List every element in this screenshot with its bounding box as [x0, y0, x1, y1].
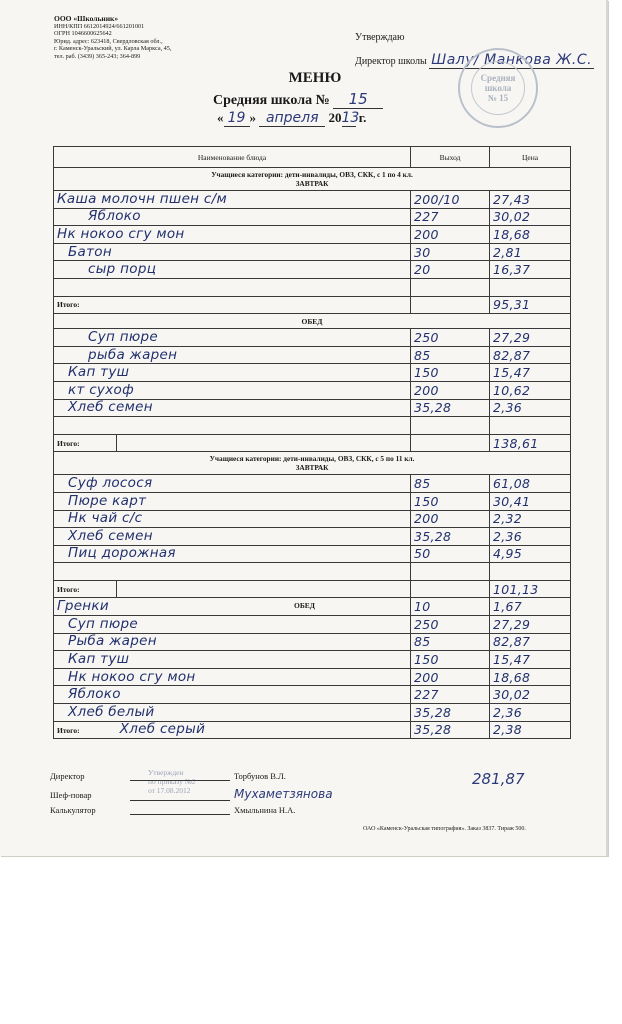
breakfast-label: ЗАВТРАК [295, 463, 329, 473]
dish-output [411, 475, 490, 493]
dish-output-text: 250 [414, 616, 439, 632]
total-label: Итого: [57, 726, 80, 736]
org-phones: тел. раб. (3439) 365-243; 364-899 [54, 52, 141, 60]
dish-price [490, 346, 571, 364]
approve-label: Утверждаю [355, 32, 405, 43]
table-header-row [54, 147, 571, 168]
col-output-header: Выход [411, 147, 490, 168]
dish-output-text: 200 [414, 382, 439, 398]
dish-price-text: 2,32 [493, 511, 523, 527]
dish-output [411, 721, 490, 739]
total-value-text: 138,61 [493, 435, 539, 451]
dish-name [54, 668, 411, 686]
lunch-label: ОБЕД [294, 601, 315, 611]
dish-name [54, 191, 411, 209]
dish-price [490, 704, 571, 722]
dish-price [490, 381, 571, 399]
table-row [54, 226, 571, 244]
dish-name [54, 704, 411, 722]
school-number-line [213, 90, 383, 109]
chef-label: Шеф-повар [50, 790, 92, 800]
dish-output [411, 191, 490, 209]
table-row [54, 381, 571, 399]
total-value [490, 296, 571, 314]
date-year: 13 [341, 110, 360, 126]
table-row [54, 510, 571, 528]
dish-name [54, 381, 411, 399]
dish-name-text: Пиц дорожная [68, 545, 176, 562]
dish-price-text: 15,47 [493, 652, 531, 668]
dish-price-text: 2,36 [493, 528, 523, 544]
school-director-label: Директор школы [355, 56, 427, 67]
dish-name [54, 329, 411, 347]
dish-price-text: 27,43 [493, 191, 531, 207]
dish-price [490, 668, 571, 686]
lunch-2-section-row [54, 598, 571, 616]
empty-cell [490, 563, 571, 581]
empty-cell [411, 417, 490, 435]
dish-name-text: Хлеб серый [119, 721, 206, 738]
dish-name-text: Нк нокоо сгу мон [68, 668, 196, 685]
dish-price [490, 492, 571, 510]
document-title: МЕНЮ [288, 70, 342, 86]
accountant-name: Хмыльнина Н.А. [234, 805, 296, 815]
table-row [54, 329, 571, 347]
dish-price [490, 191, 571, 209]
table-row [54, 191, 571, 209]
dish-name-text: кт сухоф [68, 381, 134, 398]
dish-price-text: 2,81 [493, 244, 523, 260]
table-row [54, 243, 571, 261]
dish-price [490, 598, 571, 616]
empty-cell [490, 417, 571, 435]
table-row [54, 545, 571, 563]
dish-name-text: Кап туш [68, 651, 130, 668]
dish-price [490, 226, 571, 244]
table-row [54, 208, 571, 226]
dish-output-text: 227 [414, 209, 439, 225]
dish-price-text: 82,87 [493, 634, 531, 650]
dish-output [411, 598, 490, 616]
empty-row [54, 563, 571, 581]
org-inn: ИНН/КПП 6612014924/661201001 [54, 22, 145, 30]
dish-output-text: 20 [414, 262, 431, 278]
dish-price-text: 30,41 [493, 493, 531, 509]
school-label: Средняя школа № [213, 93, 330, 108]
printer-imprint: ОАО «Каменск-Уральская типография». Заказ 3837. Тираж 500. [363, 826, 526, 832]
dish-name-text: Яблоко [68, 686, 121, 703]
empty-row [54, 278, 571, 296]
dish-output [411, 364, 490, 382]
table-row [54, 528, 571, 546]
category-1-header [54, 168, 571, 191]
dish-name-text: Нк чай с/с [68, 510, 143, 527]
dish-output-text: 85 [414, 476, 431, 492]
dish-name-text: Батон [68, 243, 112, 260]
dish-output-text: 30 [414, 244, 431, 260]
director-signature-row [50, 770, 286, 781]
dish-name [54, 475, 411, 493]
dish-name-text: Гренки [57, 598, 109, 615]
dish-price [490, 528, 571, 546]
signature-line [130, 804, 230, 815]
dish-output [411, 633, 490, 651]
dish-name [54, 399, 411, 417]
empty-cell [54, 417, 411, 435]
dish-name-text: Суп пюре [68, 615, 138, 632]
dish-price-text: 30,02 [493, 209, 531, 225]
dish-price [490, 243, 571, 261]
dish-name [54, 226, 411, 244]
empty-cell [411, 296, 490, 314]
dish-name [54, 492, 411, 510]
lunch-2-name-cell [54, 598, 411, 616]
table-row [54, 651, 571, 669]
chef-signature-row [50, 787, 333, 801]
table-row [54, 668, 571, 686]
dish-output-text: 200 [414, 669, 439, 685]
dish-price-text: 15,47 [493, 365, 531, 381]
dish-name-text: Яблоко [88, 208, 141, 225]
dish-name-text: Хлеб белый [68, 703, 155, 720]
dish-output-text: 200/10 [414, 191, 460, 207]
dish-output-text: 150 [414, 652, 439, 668]
total-value-text: 101,13 [493, 581, 539, 597]
dish-output [411, 208, 490, 226]
org-name: ООО «Школьник» [54, 14, 119, 23]
total-value [490, 580, 571, 598]
dish-name-text: Кап туш [68, 364, 130, 381]
date-year-prefix: 20 [328, 110, 342, 125]
dish-name [54, 686, 411, 704]
table-row [54, 616, 571, 634]
dish-output [411, 651, 490, 669]
date-quote-close: » [249, 110, 256, 125]
dish-price-text: 4,95 [493, 546, 523, 562]
dish-name [54, 346, 411, 364]
dish-output [411, 668, 490, 686]
empty-cell [411, 563, 490, 581]
dish-name [54, 364, 411, 382]
dish-price [490, 651, 571, 669]
category-row [54, 452, 571, 475]
dish-price-text: 82,87 [493, 347, 531, 363]
table-row [54, 364, 571, 382]
empty-cell [411, 434, 490, 452]
category-1-title: Учащиеся категории: дети-инвалиды, ОВЗ, СКК, с 1 по 4 кл. [211, 170, 413, 179]
breakfast-label: ЗАВТРАК [295, 179, 329, 188]
faded-line-2: по приказу №2 [148, 777, 196, 786]
total-value-text: 95,31 [493, 297, 531, 313]
empty-cell [117, 434, 411, 452]
dish-output [411, 704, 490, 722]
dish-name-text: Каша молочн пшен с/м [57, 190, 227, 207]
dish-name [54, 510, 411, 528]
table-row [54, 686, 571, 704]
category-2-title: Учащиеся категории: дети-инвалиды, ОВЗ, СКК, с 5 по 11 кл. [209, 454, 415, 464]
dish-name [54, 208, 411, 226]
date-day: 19 [224, 110, 250, 127]
signature-line [130, 790, 230, 801]
dish-price-text: 2,36 [493, 704, 523, 720]
dish-output [411, 381, 490, 399]
dish-output [411, 261, 490, 279]
lunch-2-total-row [54, 721, 571, 739]
dish-name-text: Хлеб семен [68, 399, 153, 416]
lunch-1-section-row [54, 314, 571, 329]
empty-row [54, 417, 571, 435]
dish-output [411, 226, 490, 244]
dish-name-text: сыр порц [88, 261, 157, 278]
empty-cell [490, 278, 571, 296]
dish-name-text: Нк нокоо сгу мон [57, 225, 185, 242]
empty-cell [117, 580, 411, 598]
dish-price-text: 30,02 [493, 687, 531, 703]
dish-output-text: 10 [414, 599, 431, 615]
dish-price [490, 686, 571, 704]
category-2-header [54, 452, 571, 475]
faded-line-1: Утвержден [148, 768, 184, 777]
chef-name: Мухаметзянова [234, 787, 333, 801]
dish-price [490, 510, 571, 528]
dish-name-text: Суф лосося [68, 475, 153, 492]
table-row [54, 346, 571, 364]
dish-name-text: рыба жарен [88, 346, 178, 363]
breakfast-2-total-row [54, 580, 571, 598]
total-label: Итого: [54, 296, 411, 314]
dish-output [411, 346, 490, 364]
dish-name [54, 616, 411, 634]
dish-price [490, 475, 571, 493]
date-line [217, 110, 366, 127]
dish-output-text: 250 [414, 329, 439, 345]
lunch-1-total-row [54, 434, 571, 452]
table-row [54, 633, 571, 651]
table-row [54, 704, 571, 722]
table-row [54, 475, 571, 493]
dish-price-text: 2,38 [493, 722, 523, 738]
total-label: Итого: [54, 580, 117, 598]
dish-output-text: 35,28 [414, 704, 452, 720]
empty-cell [411, 580, 490, 598]
table-row [54, 261, 571, 279]
dish-price [490, 399, 571, 417]
accountant-signature-row [50, 804, 295, 815]
dish-price-text: 61,08 [493, 476, 531, 492]
grand-total: 281,87 [472, 770, 525, 788]
total-label: Итого: [54, 434, 117, 452]
director-label: Директор [50, 771, 85, 781]
dish-price-text: 10,62 [493, 382, 531, 398]
col-price-header: Цена [490, 147, 571, 168]
stamp-inner [471, 61, 525, 115]
school-number: 15 [333, 90, 383, 109]
dish-output-text: 35,28 [414, 722, 452, 738]
stamp-line-1: Средняя [480, 73, 516, 83]
dish-output [411, 616, 490, 634]
dish-output-text: 85 [414, 634, 431, 650]
dish-price-text: 18,68 [493, 669, 531, 685]
dish-price-text: 16,37 [493, 262, 531, 278]
dish-price [490, 364, 571, 382]
empty-cell [54, 563, 411, 581]
stamp-line-3: № 15 [487, 93, 509, 103]
dish-price-text: 1,67 [493, 599, 523, 615]
category-row [54, 168, 571, 191]
dish-name [54, 528, 411, 546]
dish-price [490, 329, 571, 347]
total-value [490, 434, 571, 452]
school-stamp [458, 48, 538, 128]
dish-output-text: 35,28 [414, 528, 452, 544]
dish-name [54, 633, 411, 651]
dish-output [411, 329, 490, 347]
dish-price-text: 27,29 [493, 329, 531, 345]
dish-output-text: 227 [414, 687, 439, 703]
lunch-2-total-cell [54, 721, 411, 739]
dish-output [411, 492, 490, 510]
school-director-signature: Шалу/ Манкова Ж.С. [431, 52, 593, 68]
col-name-header: Наименование блюда [54, 147, 411, 168]
stamp-line-2: школа [484, 83, 512, 93]
dish-name [54, 651, 411, 669]
date-month: апреля [259, 110, 325, 127]
dish-output [411, 510, 490, 528]
dish-output-text: 150 [414, 365, 439, 381]
dish-price-text: 27,29 [493, 616, 531, 632]
dish-price [490, 721, 571, 739]
org-ogrn: ОГРН 1046600625642 [54, 30, 112, 38]
director-name: Торбунов В.Л. [234, 771, 286, 781]
dish-output [411, 545, 490, 563]
empty-cell [411, 278, 490, 296]
dish-output-text: 200 [414, 226, 439, 242]
dish-output-text: 150 [414, 493, 439, 509]
dish-output-text: 50 [414, 546, 431, 562]
dish-output [411, 528, 490, 546]
dish-output-text: 35,28 [414, 400, 452, 416]
org-address-2: г. Каменск-Уральский, ул. Карла Маркса, 45, [54, 45, 172, 53]
date-year-suffix: г. [358, 110, 367, 125]
table-row [54, 492, 571, 510]
dish-output [411, 399, 490, 417]
empty-cell [54, 278, 411, 296]
lunch-1-section-row-cell: ОБЕД [54, 314, 571, 329]
dish-name [54, 261, 411, 279]
signature-line [130, 770, 230, 781]
faded-line-3: от 17.08.2012 [148, 786, 191, 795]
dish-output [411, 686, 490, 704]
dish-price [490, 261, 571, 279]
dish-output-text: 85 [414, 347, 431, 363]
org-details [54, 15, 294, 61]
dish-price [490, 545, 571, 563]
dish-price [490, 633, 571, 651]
dish-price [490, 616, 571, 634]
dish-price [490, 208, 571, 226]
dish-name-text: Пюре карт [68, 492, 147, 509]
dish-name [54, 545, 411, 563]
accountant-label: Калькулятор [50, 805, 96, 815]
dish-price-text: 18,68 [493, 226, 531, 242]
org-address: Юрид. адрес: 623418, Свердловская обл., [54, 37, 163, 45]
table-row [54, 399, 571, 417]
dish-name-text: Суп пюре [88, 328, 158, 345]
dish-price-text: 2,36 [493, 400, 523, 416]
date-quote-open: « [217, 110, 224, 125]
breakfast-1-total-row [54, 296, 571, 314]
menu-table [53, 146, 571, 739]
dish-name-text: Хлеб семен [68, 527, 153, 544]
dish-name [54, 243, 411, 261]
dish-output [411, 243, 490, 261]
dish-name-text: Рыба жарен [68, 633, 157, 650]
dish-output-text: 200 [414, 511, 439, 527]
